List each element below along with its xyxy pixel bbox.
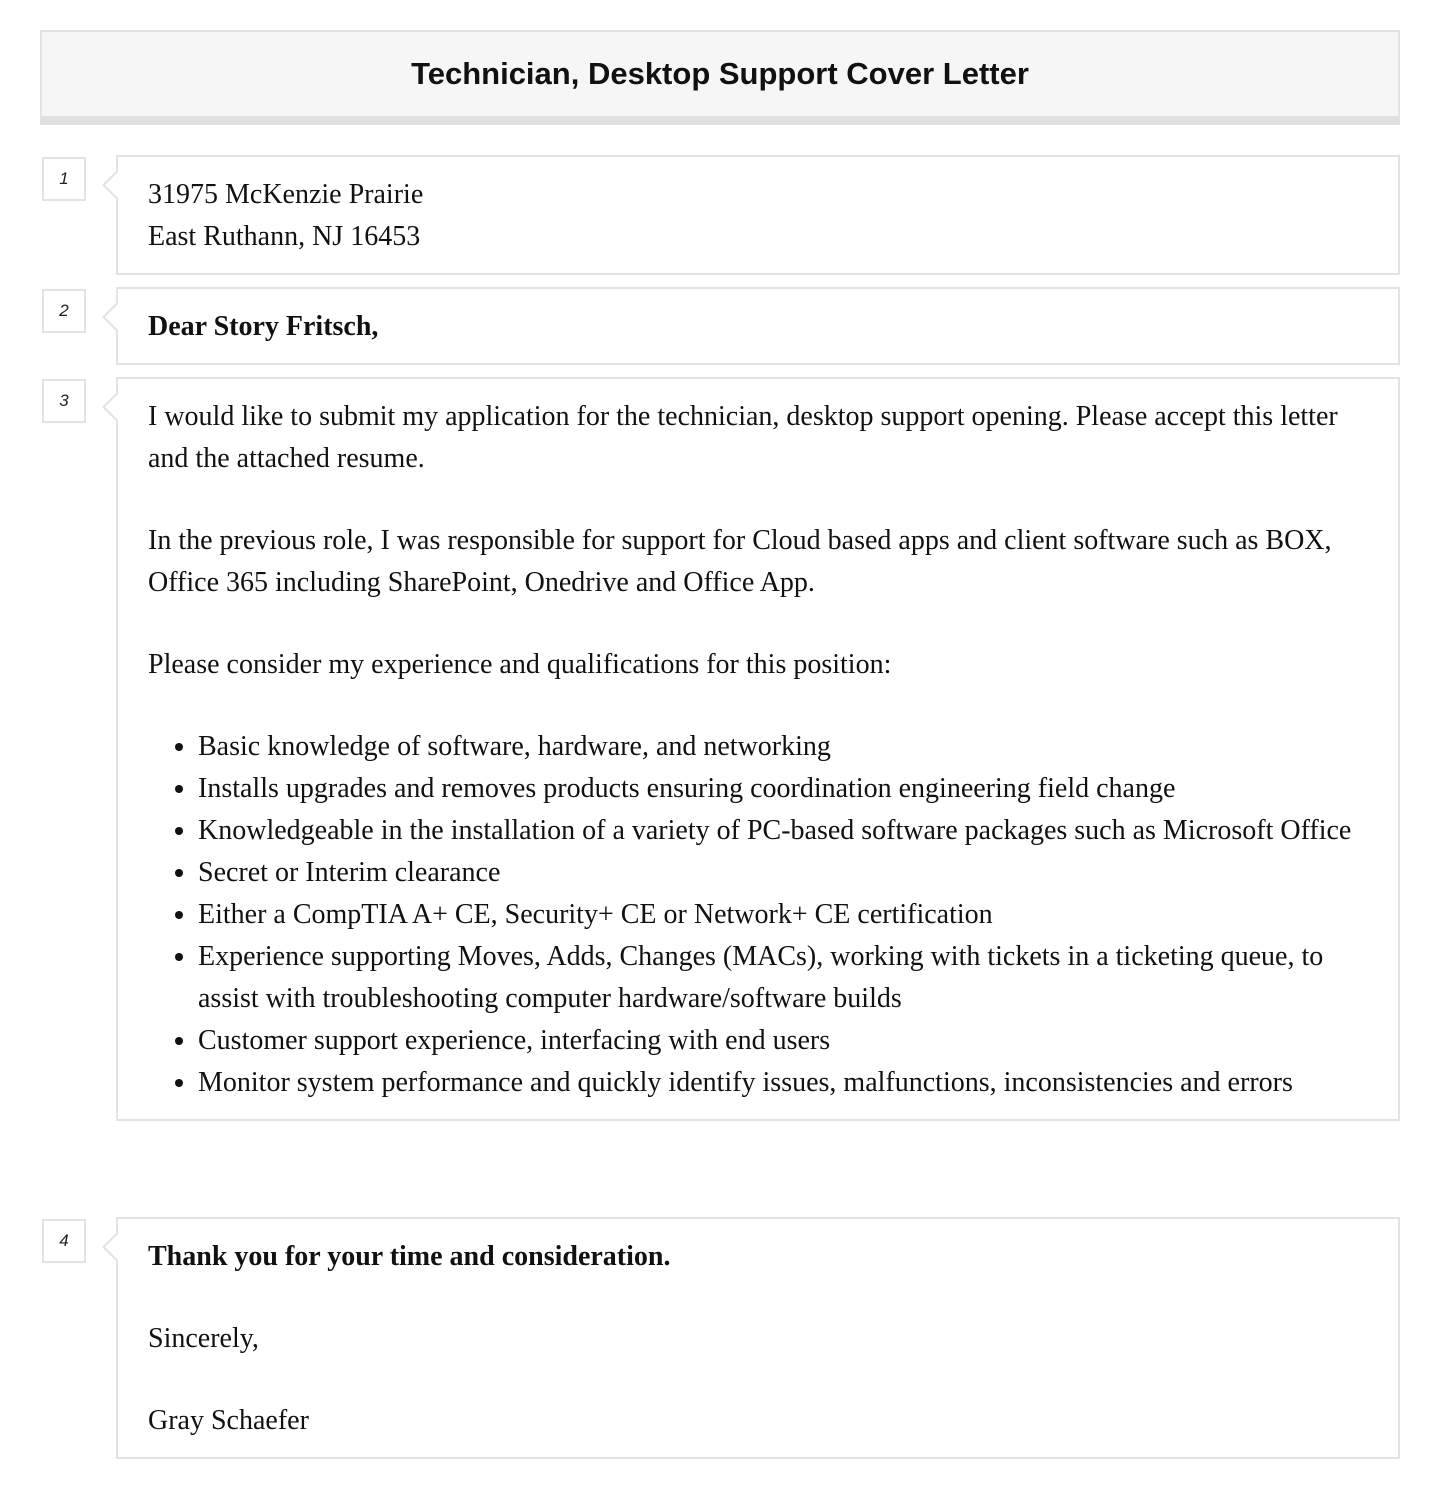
list-item: • Knowledgeable in the installation of a variety of PC-based software packages such as Microsoft Office (198, 810, 1368, 852)
intro-paragraph: I would like to submit my application for the technician, desktop support opening. Please accept this letter and the attached resume. (148, 401, 1338, 474)
address-box (116, 155, 1400, 275)
section-number: 4 (42, 1219, 86, 1263)
closing-box (116, 1217, 1400, 1459)
list-item: • Installs upgrades and removes products ensuring coordination engineering field change (198, 768, 1368, 810)
document-title-bar (40, 30, 1400, 125)
salutation-box (116, 287, 1400, 365)
list-item: • Basic knowledge of software, hardware, and networking (198, 726, 1368, 768)
document-title: Technician, Desktop Support Cover Letter (411, 56, 1029, 91)
section-number: 2 (42, 289, 86, 333)
address-line-2: East Ruthann, NJ 16453 (148, 221, 421, 252)
salutation: Dear Story Fritsch, (148, 311, 379, 342)
section-number: 3 (42, 379, 86, 423)
previous-role-paragraph: In the previous role, I was responsible for support for Cloud based apps and client software such as BOX, Office 365 including SharePoint, Onedrive and Office App. (148, 525, 1332, 598)
qualifications-lead: Please consider my experience and qualifications for this position: (148, 649, 892, 680)
closing-line: Sincerely, (148, 1323, 259, 1354)
list-item: • Customer support experience, interfacing with end users (198, 1020, 1368, 1062)
signature-name: Gray Schaefer (148, 1405, 309, 1436)
thanks-line: Thank you for your time and consideration. (148, 1241, 671, 1272)
list-item: • Monitor system performance and quickly identify issues, malfunctions, inconsistencies and errors (198, 1062, 1368, 1104)
section-number: 1 (42, 157, 86, 201)
list-item: • Experience supporting Moves, Adds, Changes (MACs), working with tickets in a ticketing queue, to assist with troubleshooting computer hardware/software builds (198, 936, 1368, 1020)
body-box (116, 377, 1400, 1121)
address-line-1: 31975 McKenzie Prairie (148, 179, 424, 210)
list-item: • Either a CompTIA A+ CE, Security+ CE or Network+ CE certification (198, 894, 1368, 936)
list-item: • Secret or Interim clearance (198, 852, 1368, 894)
qualifications-list (148, 726, 1368, 1104)
